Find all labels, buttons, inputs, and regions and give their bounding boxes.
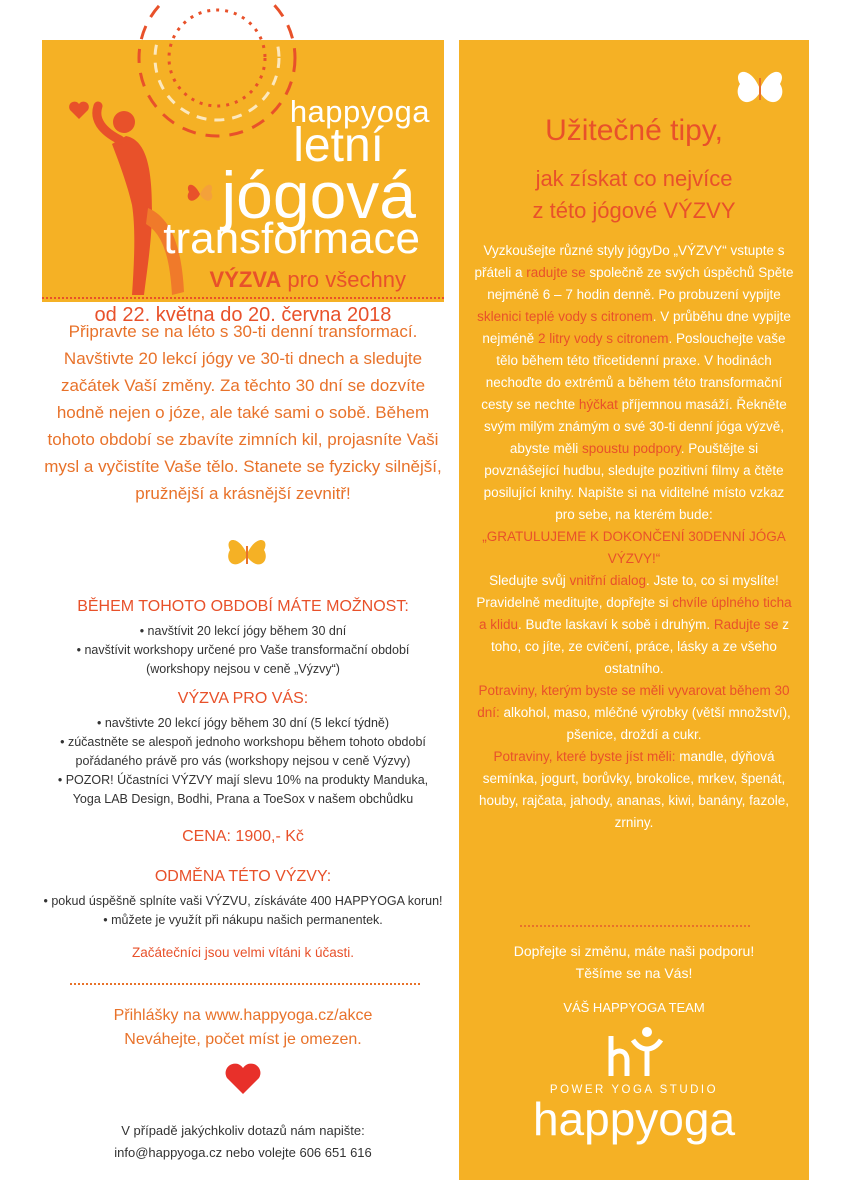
butterfly-icon — [732, 64, 788, 114]
registration-link[interactable]: Přihlášky na www.happyoga.cz/akce — [113, 1007, 373, 1024]
highlighted-text: spoustu podpory — [581, 441, 681, 456]
dotted-divider — [520, 925, 750, 927]
team-signature: VÁŠ HAPPYOGA TEAM — [563, 1000, 705, 1015]
section-opportunity-list — [42, 622, 444, 679]
butterfly-icon — [224, 534, 270, 574]
highlighted-text: sklenici teplé vody s citronem — [477, 309, 653, 324]
tips-subtitle-line1: jak získat co nejvíce — [535, 166, 733, 191]
foods-avoid — [474, 680, 794, 746]
highlighted-text: 2 litry vody s citronem — [537, 331, 669, 346]
contact-mid: nebo volejte — [222, 1145, 300, 1160]
contact-email[interactable]: info@happyoga.cz — [114, 1145, 223, 1160]
tips-body — [474, 240, 794, 834]
closing-line2: Těšíme se na Vás! — [575, 965, 693, 981]
congrats-message: „GRATULUJEME K DOKONČENÍ 30DENNÍ JÓGA VÝZVY!“ — [482, 529, 786, 566]
highlighted-text: vnitřní dialog — [569, 573, 647, 588]
tips-title: Užitečné tipy, — [545, 114, 723, 147]
headline-line3: transformace — [163, 214, 420, 263]
list-item: • POZOR! Účastníci VÝZVY mají slevu 10% na produkty Manduka, — [57, 773, 429, 787]
text-run: Do „VÝZVY“ vstupte s přáteli a — [474, 243, 785, 280]
list-item: • navštívit 20 lekcí jógy během 30 dní — [139, 624, 347, 638]
logo-studio-text: POWER YOGA STUDIO — [549, 1084, 719, 1096]
text-run: . Jste to, co si myslíte! Pravidelně meditujte, dopřejte si — [476, 573, 779, 610]
list-item: • zúčastněte se alespoň jednoho workshopu během tohoto období — [60, 735, 426, 749]
highlighted-text: radujte se — [526, 265, 586, 280]
section-reward-heading: ODMĚNA TÉTO VÝZVY: — [154, 868, 332, 885]
registration-note: Neváhejte, počet míst je omezen. — [124, 1031, 362, 1048]
heart-icon — [224, 1062, 262, 1096]
heart-icon — [68, 100, 90, 120]
list-item: Yoga LAB Design, Bodhi, Prana a ToeSox v našem obchůdku — [72, 792, 414, 806]
foods-eat — [474, 746, 794, 834]
challenge-rest: pro všechny — [287, 267, 406, 292]
text-run: Vyzkoušejte různé styly jógy — [483, 243, 653, 258]
header-banner — [42, 40, 444, 326]
contact-line — [42, 1142, 444, 1164]
tips-subtitle-line2: z této jógové VÝZVY — [532, 198, 736, 223]
section-challenge-list — [42, 714, 444, 809]
highlighted-text: hýčkat — [578, 397, 618, 412]
foods-avoid-list: alkohol, maso, mléčné výrobky (větší množství), pšenice, droždí a cukr. — [499, 705, 791, 742]
tips-paragraph — [474, 570, 794, 680]
event-dates: od 22. května do 20. června 2018 — [94, 304, 392, 326]
text-run: příjemnou masáží. Řekněte svým milým známým o své 30-ti denní jóga výzvě, abyste měli — [483, 397, 787, 456]
closing-line1: Dopřejte si změnu, máte naši podporu! — [513, 943, 755, 959]
butterfly-icon — [185, 180, 215, 208]
dotted-divider — [42, 297, 444, 299]
challenge-word: VÝZVA — [209, 267, 282, 292]
text-run: . Pouštějte si povznášející hudbu, sledujte pozitivní filmy a čtěte posilující knihy. Napište si na viditelné místo vzkaz pro sebe, na kterém bude: — [483, 441, 785, 522]
challenge-tagline — [210, 267, 406, 293]
contact-info — [42, 1120, 444, 1164]
headline-line2: jógová — [221, 158, 416, 232]
text-run: . V průběhu dne vypijte nejméně — [482, 309, 791, 346]
headline-line1: letní — [293, 119, 384, 172]
registration-info — [42, 1004, 444, 1052]
dotted-divider — [70, 983, 420, 985]
logo-brand-text: happyoga — [532, 1093, 736, 1145]
text-run: společně ze svých úspěchů Spěte nejméně 6 – 7 hodin denně. Po probuzení vypijte — [487, 265, 794, 302]
foods-avoid-label: Potraviny, kterým byste se měli vyvarovat během 30 dní: — [477, 683, 790, 720]
list-item: • můžete je využít při nákupu našich permanentek. — [103, 913, 383, 927]
list-item: • navštivte 20 lekcí jógy během 30 dní (5 lekcí týdně) — [96, 716, 390, 730]
text-run: z toho, co jíte, ze cvičení, práce, lásky a ze všeho ostatního. — [491, 617, 789, 676]
text-run: . Poslouchejte vaše tělo během této třicetidenní praxe. V hodinách nechoďte do extrémů a během této transformační cesty se nechte — [481, 331, 786, 412]
contact-phone[interactable]: 606 651 616 — [299, 1145, 372, 1160]
list-item: • navštívit workshopy určené pro Vaše transformační období — [76, 643, 410, 657]
list-item: (workshopy nejsou v ceně „Výzvy“) — [146, 662, 340, 676]
beginners-welcome: Začátečníci jsou velmi vítáni k účasti. — [131, 945, 355, 960]
tips-closing — [459, 940, 809, 984]
text-run: . Buďte laskaví k sobě i druhým. — [518, 617, 714, 632]
highlighted-text: chvíle úplného ticha a klidu — [479, 595, 792, 632]
foods-eat-label: Potraviny, které byste jíst měli: — [493, 749, 676, 764]
section-reward-list — [42, 892, 444, 930]
list-item: pořádaného právě pro vás (workshopy nejsou v ceně Výzvy) — [75, 754, 411, 768]
section-challenge-heading: VÝZVA PRO VÁS: — [177, 690, 309, 707]
section-opportunity-heading: BĚHEM TOHOTO OBDOBÍ MÁTE MOŽNOST: — [77, 598, 409, 615]
tips-paragraph — [474, 240, 794, 526]
foods-eat-list: mandle, dýňová semínka, jogurt, borůvky, brokolice, mrkev, špenát, houby, rajčata, jahody, ananas, kiwi, banány, fazole, zrniny. — [479, 749, 789, 830]
list-item: • pokud úspěšně splníte vaši VÝZVU, získáváte 400 HAPPYOGA korun! — [43, 894, 443, 908]
highlighted-text: Radujte se — [713, 617, 779, 632]
contact-intro: V případě jakýchkoliv dotazů nám napište: — [121, 1123, 365, 1138]
text-run: Sledujte svůj — [489, 573, 570, 588]
brand-name: happyoga — [289, 94, 430, 129]
happyoga-logo-icon — [603, 1026, 665, 1080]
intro-paragraph: Připravte se na léto s 30-ti denní transformací. Navštivte 20 lekcí jógy ve 30-ti dnech a sledujte začátek Vaší změny. Za těchto 30 dní se dozvíte hodně nejen o józe, ale také sami o sobě. Během tohoto období se zbavíte zimních kil, projasníte Vaši mysl a vyčistíte Vaše tělo. Stanete se fyzicky silnější, pružnější a krásnější zevnitř! — [44, 322, 442, 503]
price: CENA: 1900,- Kč — [182, 828, 304, 845]
